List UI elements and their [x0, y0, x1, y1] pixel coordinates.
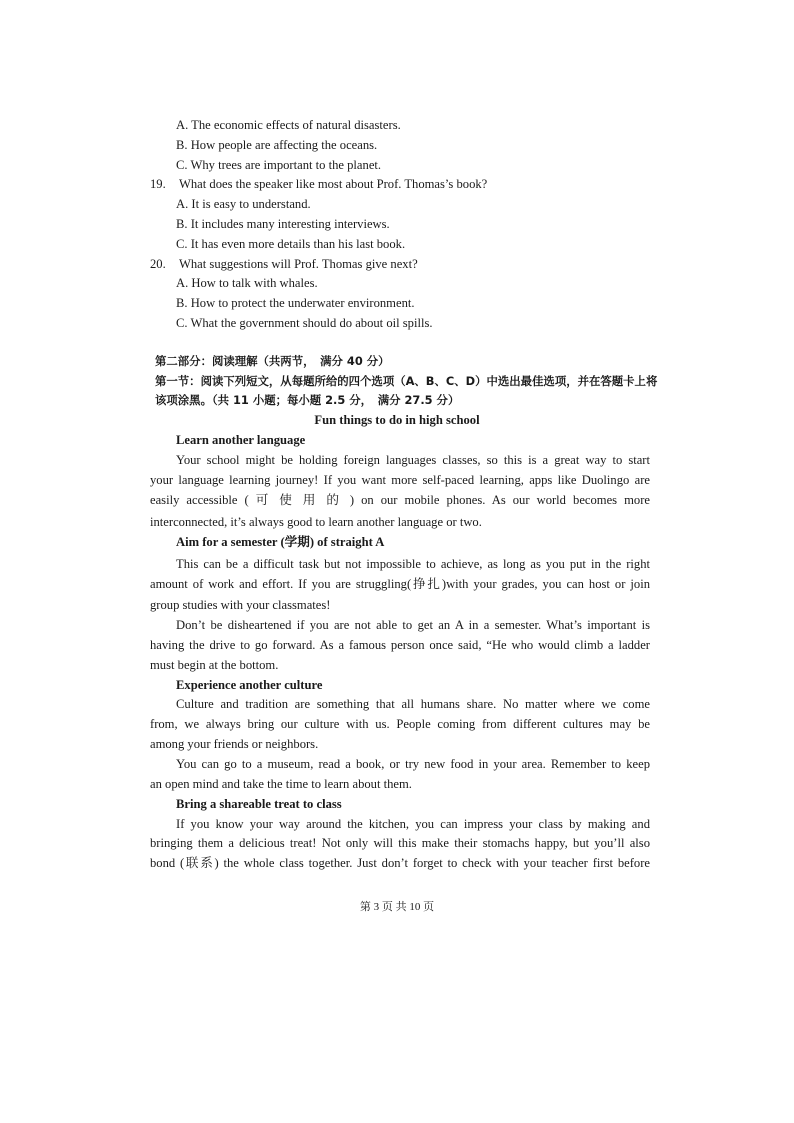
- section-heading-culture: Experience another culture: [176, 678, 323, 692]
- paragraph-line: bond (联系) the whole class together. Just don’t forget to check with your teacher first before: [150, 856, 650, 870]
- paragraph-line: group studies with your classmates!: [150, 598, 331, 612]
- q19-question: What does the speaker like most about Prof. Thomas’s book?: [179, 177, 488, 191]
- paragraph-line: Culture and tradition are something that all humans share. No matter where we come: [176, 697, 650, 711]
- paragraph-line: Your school might be holding foreign languages classes, so this is a great way to start: [176, 453, 650, 467]
- q20-number: 20.: [150, 257, 166, 271]
- paragraph-line: Don’t be disheartened if you are not able to get an A in a semester. What’s important is: [176, 618, 650, 632]
- passage-title: Fun things to do in high school: [314, 413, 480, 427]
- paragraph-line: interconnected, it’s always good to learn another language or two.: [150, 515, 482, 529]
- paragraph-line: among your friends or neighbors.: [150, 737, 319, 751]
- paragraph-line: bringing them a delicious treat! Not only will this make their stomachs happy, but you’ll also: [150, 836, 650, 850]
- paragraph-line: If you know your way around the kitchen, you can impress your class by making and: [176, 817, 650, 831]
- q20-question: What suggestions will Prof. Thomas give next?: [179, 257, 418, 271]
- paragraph-line: an open mind and take the time to learn about them.: [150, 777, 412, 791]
- q20-option-a: A. How to talk with whales.: [176, 276, 318, 290]
- q20-option-b: B. How to protect the underwater environment.: [176, 296, 415, 310]
- q18-option-c: C. Why trees are important to the planet.: [176, 158, 382, 172]
- paragraph-line: You can go to a museum, read a book, or try new food in your area. Remember to keep: [176, 757, 650, 771]
- section-heading-semester: Aim for a semester (学期) of straight A: [176, 535, 385, 549]
- paragraph-line: This can be a difficult task but not impossible to achieve, as long as you put in the right: [176, 557, 650, 571]
- paragraph-line: having the drive to go forward. As a famous person once said, “He who would climb a ladder: [150, 638, 650, 652]
- paragraph-line: your language learning journey! If you want more self-paced learning, apps like Duolingo are: [150, 473, 650, 487]
- q19-number: 19.: [150, 177, 166, 191]
- paragraph-line: from, we always bring our culture with us. People coming from different cultures may be: [150, 717, 650, 731]
- q19-option-b: B. It includes many interesting interviews.: [176, 217, 390, 231]
- section1-instruction-line1: 第一节：阅读下列短文，从每题所给的四个选项（A、B、C、D）中选出最佳选项，并在答题卡上将: [155, 374, 658, 388]
- paragraph-line: must begin at the bottom.: [150, 658, 279, 672]
- section-heading-treat: Bring a shareable treat to class: [176, 797, 342, 811]
- q18-option-b: B. How people are affecting the oceans.: [176, 138, 378, 152]
- section1-instruction-line2: 该项涂黑。（共 11 小题；每小题 2.5 分， 满分 27.5 分）: [155, 393, 460, 407]
- paragraph-line: easily accessible ( 可 使 用 的 ) on our mobile phones. As our world becomes more: [150, 493, 650, 507]
- q19-option-c: C. It has even more details than his last book.: [176, 237, 406, 251]
- section-heading-language: Learn another language: [176, 433, 306, 447]
- part2-heading: 第二部分：阅读理解（共两节， 满分 40 分）: [155, 354, 390, 368]
- q19-option-a: A. It is easy to understand.: [176, 197, 311, 211]
- q18-option-a: A. The economic effects of natural disasters.: [176, 118, 401, 132]
- paragraph-line: amount of work and effort. If you are struggling(挣扎)with your grades, you can host or join: [150, 577, 650, 591]
- page-number: 第 3 页 共 10 页: [359, 901, 435, 913]
- q20-option-c: C. What the government should do about oil spills.: [176, 316, 433, 330]
